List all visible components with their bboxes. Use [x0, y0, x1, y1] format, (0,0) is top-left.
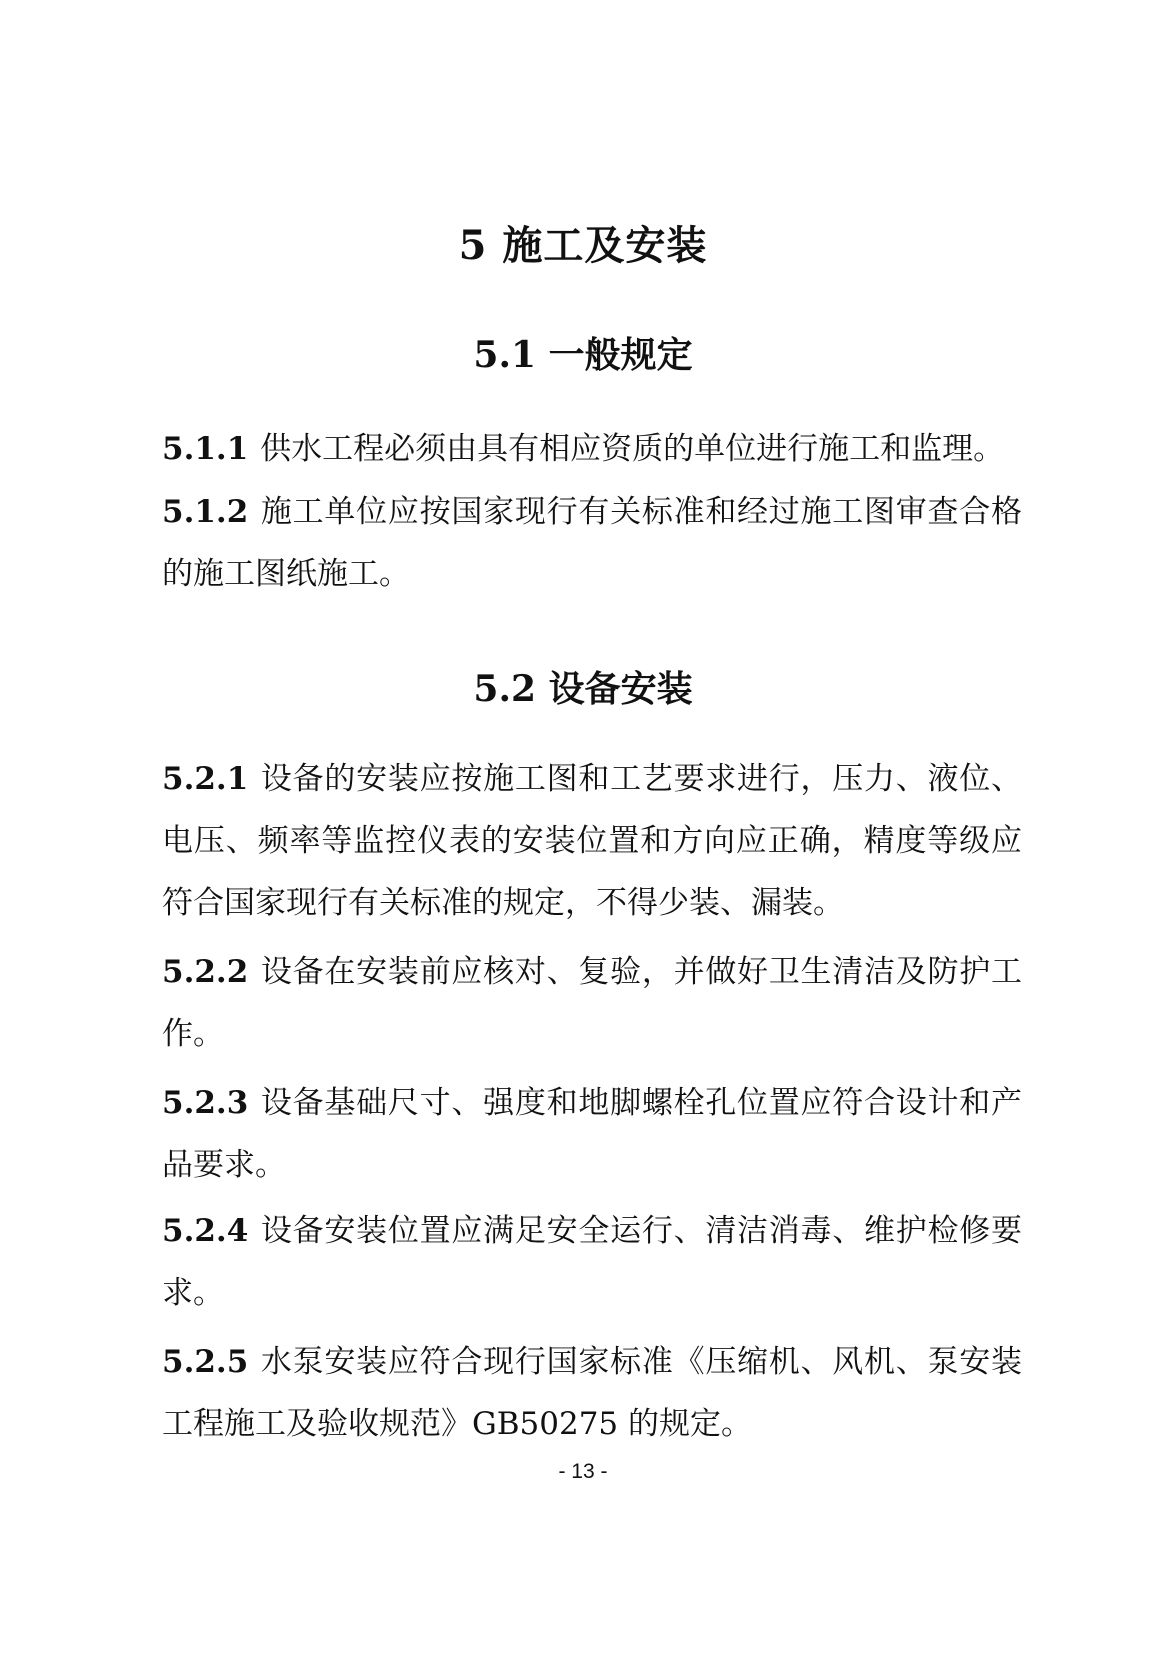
clause-text: 设备基础尺寸、强度和地脚螺栓孔位置应符合设计和产品要求。: [162, 1085, 1023, 1183]
page-number: - 13 -: [558, 1460, 608, 1483]
clause-text: 施工单位应按国家现行有关标准和经过施工图审查合格的施工图纸施工。: [162, 494, 1023, 592]
clause-number: 5.2.3: [162, 1085, 249, 1121]
clause-5-1-1: [162, 418, 1022, 480]
clause-5-2-1: [162, 748, 1022, 934]
clause-text: 供水工程必须由具有相应资质的单位进行施工和监理。: [260, 431, 1005, 467]
clause-5-1-2: [162, 481, 1022, 605]
clause-number: 5.2.5: [162, 1344, 249, 1380]
section-title-5-1: 5.1 一般规定: [473, 334, 693, 376]
clause-number: 5.2.4: [162, 1213, 249, 1249]
chapter-title: 5 施工及安装: [458, 222, 708, 269]
clause-number: 5.1.1: [162, 431, 249, 467]
clause-number: 5.2.2: [162, 954, 249, 990]
clause-text: 设备的安装应按施工图和工艺要求进行，压力、液位、电压、频率等监控仪表的安装位置和方向应正确，精度等级应符合国家现行有关标准的规定，不得少装、漏装。: [162, 761, 1023, 921]
clause-text: 水泵安装应符合现行国家标准《压缩机、风机、泵安装工程施工及验收规范》GB50275 的规定。: [162, 1344, 1023, 1442]
clause-number: 5.2.1: [162, 761, 249, 797]
clause-number: 5.1.2: [162, 494, 249, 530]
clause-5-2-5: [162, 1331, 1022, 1455]
clause-5-2-2: [162, 941, 1022, 1065]
clause-text: 设备安装位置应满足安全运行、清洁消毒、维护检修要求。: [162, 1213, 1023, 1311]
clause-5-2-4: [162, 1200, 1022, 1324]
section-title-5-2: 5.2 设备安装: [473, 668, 693, 710]
clause-5-2-3: [162, 1072, 1022, 1196]
clause-text: 设备在安装前应核对、复验，并做好卫生清洁及防护工作。: [162, 954, 1023, 1052]
